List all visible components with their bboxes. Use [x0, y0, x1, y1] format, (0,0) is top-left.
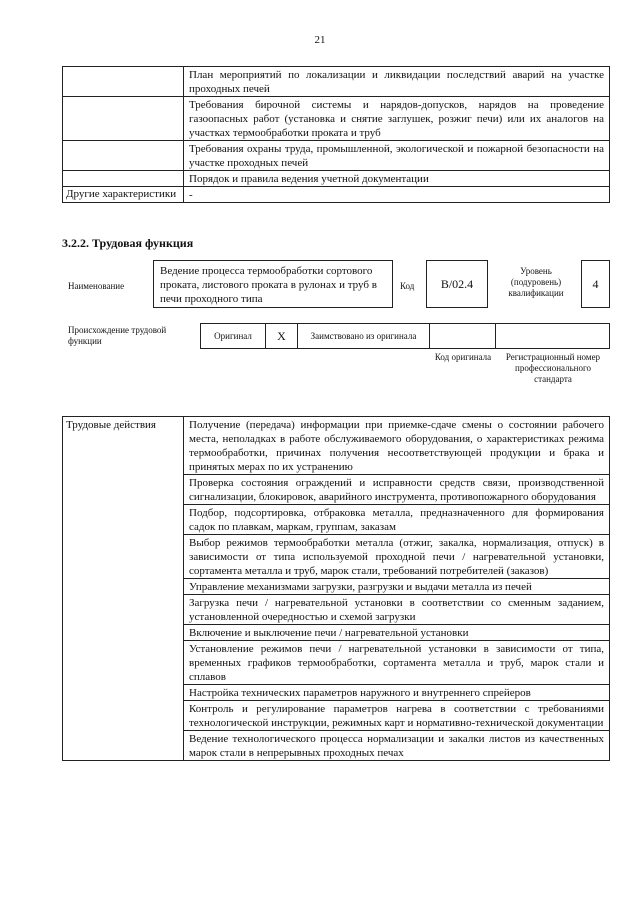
origin-label: Происхождение трудовой функции — [68, 325, 167, 346]
row-label — [63, 141, 184, 171]
origin-reg-cell — [496, 323, 610, 349]
action-item: Контроль и регулирование параметров нагрева в соответствии с требованиями технологической инструкции, режимных карт и нормативно-технической документации — [184, 701, 610, 731]
actions-label: Трудовые действия — [63, 417, 184, 761]
function-name-box: Ведение процесса термообработки сортового проката, листового проката в рулонах и труб в печи проходного типа — [153, 260, 393, 308]
action-item: Подбор, подсортировка, отбраковка металла, предназначенного для формирования садок по плавкам, маркам, группам, заказам — [184, 505, 610, 535]
original-label: Оригинал — [200, 323, 266, 349]
row-text: Порядок и правила ведения учетной документации — [184, 171, 610, 187]
action-item: Загрузка печи / нагревательной установки в соответствии со сменным заданием, установленной очередностью и схемой загрузки — [184, 595, 610, 625]
row-text: План мероприятий по локализации и ликвидации последствий аварий на участке проходных печей — [184, 67, 610, 97]
function-code-box: B/02.4 — [426, 260, 488, 308]
page-number: 21 — [314, 34, 326, 46]
code-caption: Код оригинала — [434, 352, 492, 362]
code-label: Код — [400, 281, 415, 291]
table-row — [63, 97, 610, 141]
level-label: Уровень (подуровень) квалификации — [508, 266, 564, 298]
section-title: 3.2.2. Трудовая функция — [62, 236, 194, 250]
action-item: Проверка состояния ограждений и исправности средств связи, производственной сигнализации, блокировок, аварийного инструмента, противопожарного оборудования — [184, 475, 610, 505]
row-label — [63, 171, 184, 187]
other-characteristics-value: - — [184, 187, 610, 203]
level-box: 4 — [581, 260, 610, 308]
table-row — [63, 67, 610, 97]
table-row — [63, 171, 610, 187]
labor-actions-table — [62, 416, 610, 761]
action-item: Выбор режимов термообработки металла (отжиг, закалка, нормализация, отпуск) в зависимости от типа используемой проходной печи / нагревательной установки, сортамента металла и труб, марок стали, требований потребителей (заказов) — [184, 535, 610, 579]
other-characteristics-label: Другие характеристики — [63, 187, 184, 203]
row-text: Требования охраны труда, промышленной, экологической и пожарной безопасности на участке проходных печей — [184, 141, 610, 171]
name-label: Наименование — [68, 281, 125, 291]
borrowed-label: Заимствовано из оригинала — [298, 323, 430, 349]
table-row — [63, 141, 610, 171]
action-item: Получение (передача) информации при приемке-сдаче смены о состоянии рабочего места, неполадках в работе обслуживаемого оборудования, о характеристиках режима термообработки, причинах получения несоответствующей продукции и брака и принятых мерах по их устранению — [184, 417, 610, 475]
row-label — [63, 67, 184, 97]
action-item: Ведение технологического процесса нормализации и закалки листов из качественных марок стали в непрерывных проходных печах — [184, 731, 610, 761]
action-item: Установление режимов печи / нагревательной установки в зависимости от типа, временных графиков термообработки, сортамента металла и труб, марок стали и сплавов — [184, 641, 610, 685]
row-label — [63, 97, 184, 141]
row-text: Требования бирочной системы и нарядов-допусков, нарядов на проведение газоопасных работ (установка и снятие заглушек, розжиг печи) или их аналогов на участках термообработки проката и труб — [184, 97, 610, 141]
original-mark: X — [266, 323, 298, 349]
action-item: Управление механизмами загрузки, разгрузки и выдачи металла из печей — [184, 579, 610, 595]
table-row — [63, 187, 610, 203]
reg-caption: Регистрационный номер профессионального стандарта — [505, 352, 601, 384]
knowledge-table — [62, 66, 610, 203]
action-item: Настройка технических параметров наружного и внутреннего спрейеров — [184, 685, 610, 701]
origin-code-cell — [430, 323, 496, 349]
origin-row — [200, 323, 610, 349]
table-row — [63, 417, 610, 475]
action-item: Включение и выключение печи / нагревательной установки — [184, 625, 610, 641]
